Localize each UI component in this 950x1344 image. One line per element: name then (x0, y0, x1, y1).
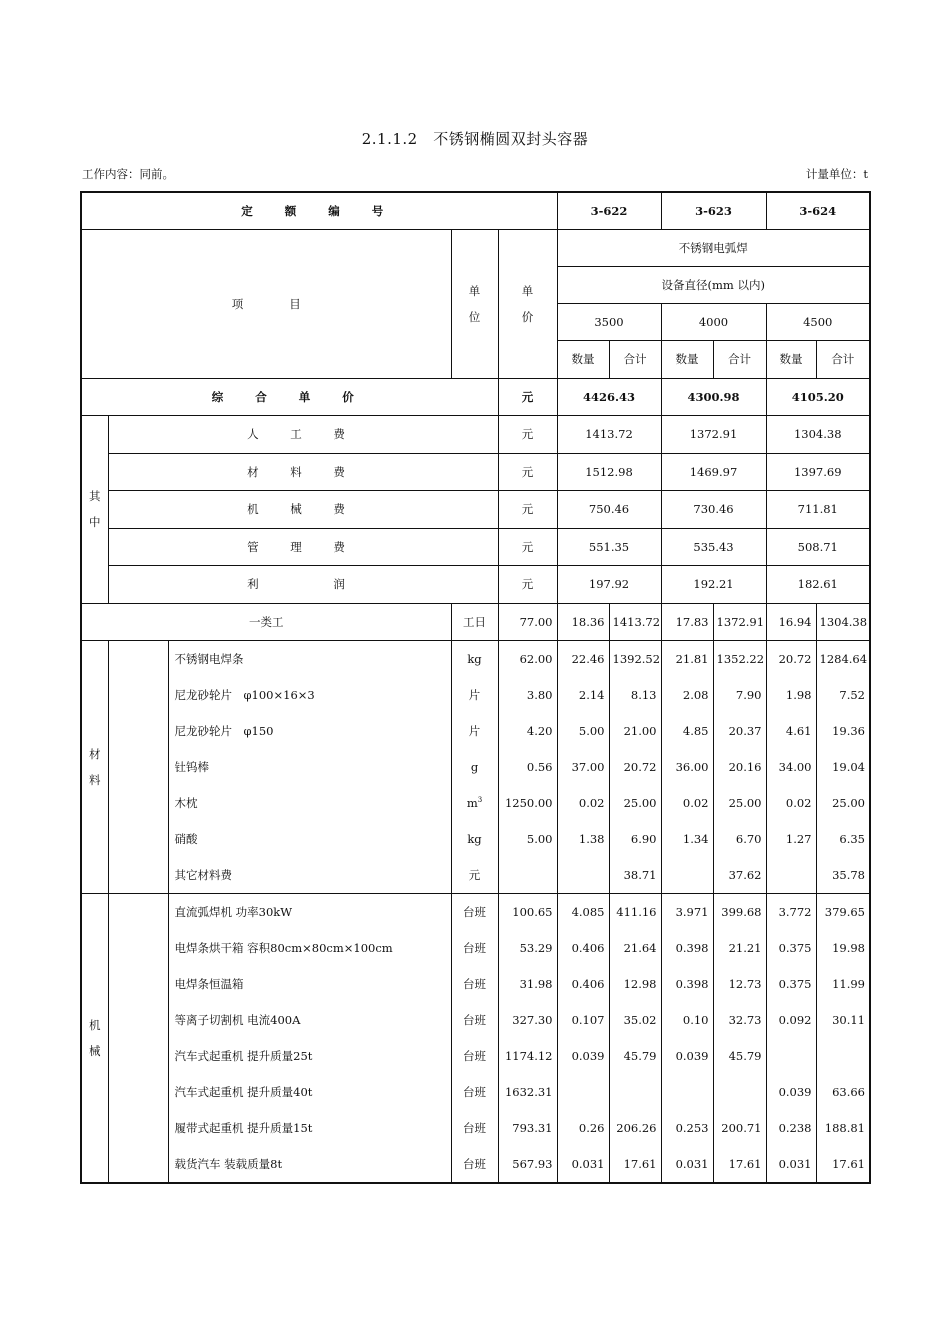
machinery-subgroup (108, 894, 168, 1184)
labor-cell: 16.94 (766, 603, 816, 641)
machinery-price: 327.30 (498, 1002, 557, 1038)
materials-cell: 2.08 (661, 677, 713, 713)
materials-cell: 0.02 (766, 785, 816, 821)
machinery-name: 电焊条恒温箱 (168, 966, 451, 1002)
machinery-row (81, 1110, 870, 1146)
materials-row (81, 641, 870, 678)
machinery-price: 1174.12 (498, 1038, 557, 1074)
breakdown-label: 机 械 费 (108, 491, 498, 529)
materials-unit: g (451, 749, 498, 785)
machinery-cell: 3.971 (661, 894, 713, 931)
materials-price: 3.80 (498, 677, 557, 713)
machinery-cell: 200.71 (713, 1110, 766, 1146)
page-title: 2.1.1.2 不锈钢椭圆双封头容器 (361, 130, 589, 148)
materials-cell: 1.38 (557, 821, 609, 857)
machinery-cell (661, 1074, 713, 1110)
breakdown-row (81, 453, 870, 491)
materials-cell: 8.13 (609, 677, 661, 713)
quota-no: 3-624 (766, 192, 870, 230)
summary-value: 4426.43 (557, 378, 661, 416)
total-header: 合计 (713, 341, 766, 379)
machinery-cell: 11.99 (816, 966, 870, 1002)
materials-unit: 片 (451, 713, 498, 749)
breakdown-unit: 元 (498, 528, 557, 566)
breakdown-value: 750.46 (557, 491, 661, 529)
breakdown-row (81, 528, 870, 566)
machinery-row (81, 1038, 870, 1074)
machinery-cell: 0.092 (766, 1002, 816, 1038)
machinery-cell: 35.02 (609, 1002, 661, 1038)
machinery-cell: 0.031 (766, 1146, 816, 1183)
materials-price (498, 857, 557, 894)
labor-cell: 1304.38 (816, 603, 870, 641)
summary-value: 4300.98 (661, 378, 766, 416)
breakdown-value: 711.81 (766, 491, 870, 529)
machinery-unit: 台班 (451, 1038, 498, 1074)
machinery-cell: 0.26 (557, 1110, 609, 1146)
machinery-cell: 0.398 (661, 966, 713, 1002)
unit-header: 单 位 (451, 230, 498, 379)
machinery-cell: 0.039 (766, 1074, 816, 1110)
materials-cell: 36.00 (661, 749, 713, 785)
breakdown-value: 508.71 (766, 528, 870, 566)
materials-cell: 21.00 (609, 713, 661, 749)
diameter-value: 3500 (557, 304, 661, 341)
machinery-cell: 188.81 (816, 1110, 870, 1146)
machinery-cell: 17.61 (609, 1146, 661, 1183)
quota-table (80, 191, 871, 1184)
materials-cell: 20.72 (609, 749, 661, 785)
machinery-cell: 0.375 (766, 930, 816, 966)
materials-price: 4.20 (498, 713, 557, 749)
machinery-row (81, 894, 870, 931)
materials-cell: 37.00 (557, 749, 609, 785)
machinery-unit: 台班 (451, 930, 498, 966)
breakdown-label: 管 理 费 (108, 528, 498, 566)
materials-unit: kg (451, 821, 498, 857)
materials-name: 木枕 (168, 785, 451, 821)
summary-value: 4105.20 (766, 378, 870, 416)
machinery-cell (609, 1074, 661, 1110)
labor-row (81, 603, 870, 641)
price-header: 单 价 (498, 230, 557, 379)
materials-name: 钍钨棒 (168, 749, 451, 785)
materials-cell (557, 857, 609, 894)
materials-group-label: 材 料 (81, 641, 108, 894)
machinery-name: 等离子切割机 电流400A (168, 1002, 451, 1038)
quota-no: 3-623 (661, 192, 766, 230)
machinery-cell: 63.66 (816, 1074, 870, 1110)
machinery-cell: 0.031 (557, 1146, 609, 1183)
machinery-cell: 19.98 (816, 930, 870, 966)
materials-cell: 35.78 (816, 857, 870, 894)
machinery-unit: 台班 (451, 966, 498, 1002)
materials-cell: 25.00 (816, 785, 870, 821)
quota-no: 3-622 (557, 192, 661, 230)
materials-cell: 34.00 (766, 749, 816, 785)
breakdown-label: 材 料 费 (108, 453, 498, 491)
diameter-header: 设备直径(mm 以内) (557, 267, 870, 304)
materials-cell: 7.90 (713, 677, 766, 713)
machinery-cell: 32.73 (713, 1002, 766, 1038)
machinery-price: 53.29 (498, 930, 557, 966)
labor-cell: 1372.91 (713, 603, 766, 641)
total-header: 合计 (816, 341, 870, 379)
materials-cell: 20.16 (713, 749, 766, 785)
machinery-cell: 0.039 (557, 1038, 609, 1074)
breakdown-value: 1469.97 (661, 453, 766, 491)
breakdown-value: 182.61 (766, 566, 870, 604)
qty-header: 数量 (766, 341, 816, 379)
materials-cell: 7.52 (816, 677, 870, 713)
machinery-name: 履带式起重机 提升质量15t (168, 1110, 451, 1146)
quota-no-label: 定 额 编 号 (81, 192, 557, 230)
materials-cell: 19.36 (816, 713, 870, 749)
machinery-cell: 45.79 (609, 1038, 661, 1074)
materials-row (81, 785, 870, 821)
machinery-cell: 4.085 (557, 894, 609, 931)
machinery-name: 载货汽车 装载质量8t (168, 1146, 451, 1183)
breakdown-unit: 元 (498, 491, 557, 529)
machinery-cell: 12.73 (713, 966, 766, 1002)
materials-cell: 1.98 (766, 677, 816, 713)
materials-cell: 6.70 (713, 821, 766, 857)
breakdown-value: 1372.91 (661, 416, 766, 454)
diameter-value: 4000 (661, 304, 766, 341)
machinery-unit: 台班 (451, 1110, 498, 1146)
machinery-cell: 0.031 (661, 1146, 713, 1183)
machinery-name: 汽车式起重机 提升质量25t (168, 1038, 451, 1074)
machinery-cell (713, 1074, 766, 1110)
materials-cell: 1.34 (661, 821, 713, 857)
materials-cell: 25.00 (713, 785, 766, 821)
materials-cell: 4.85 (661, 713, 713, 749)
machinery-cell: 0.107 (557, 1002, 609, 1038)
machinery-cell: 21.64 (609, 930, 661, 966)
breakdown-value: 197.92 (557, 566, 661, 604)
materials-cell: 6.90 (609, 821, 661, 857)
materials-unit: 元 (451, 857, 498, 894)
breakdown-value: 535.43 (661, 528, 766, 566)
materials-row (81, 821, 870, 857)
qty-header: 数量 (661, 341, 713, 379)
breakdown-row (81, 566, 870, 604)
materials-cell: 20.72 (766, 641, 816, 678)
breakdown-value: 1512.98 (557, 453, 661, 491)
breakdown-row (81, 491, 870, 529)
machinery-cell: 399.68 (713, 894, 766, 931)
materials-name: 不锈钢电焊条 (168, 641, 451, 678)
machinery-row (81, 1074, 870, 1110)
machinery-price: 100.65 (498, 894, 557, 931)
machinery-row (81, 1146, 870, 1183)
qty-header: 数量 (557, 341, 609, 379)
materials-unit: kg (451, 641, 498, 678)
materials-unit: $m^3$ (451, 785, 498, 821)
machinery-unit: 台班 (451, 1074, 498, 1110)
materials-row (81, 713, 870, 749)
materials-cell: 21.81 (661, 641, 713, 678)
machinery-cell: 0.10 (661, 1002, 713, 1038)
machinery-cell: 12.98 (609, 966, 661, 1002)
materials-cell: 1352.22 (713, 641, 766, 678)
materials-price: 62.00 (498, 641, 557, 678)
summary-unit: 元 (498, 378, 557, 416)
machinery-cell: 0.406 (557, 966, 609, 1002)
materials-cell: 37.62 (713, 857, 766, 894)
materials-cell: 2.14 (557, 677, 609, 713)
breakdown-label: 人 工 费 (108, 416, 498, 454)
breakdown-value: 1397.69 (766, 453, 870, 491)
breakdown-unit: 元 (498, 566, 557, 604)
machinery-cell: 0.253 (661, 1110, 713, 1146)
materials-price: 0.56 (498, 749, 557, 785)
machinery-cell: 411.16 (609, 894, 661, 931)
breakdown-unit: 元 (498, 416, 557, 454)
labor-unit: 工日 (451, 603, 498, 641)
diameter-value: 4500 (766, 304, 870, 341)
machinery-cell: 0.238 (766, 1110, 816, 1146)
machinery-name: 电焊条烘干箱 容积80cm×80cm×100cm (168, 930, 451, 966)
materials-price: 5.00 (498, 821, 557, 857)
materials-unit: 片 (451, 677, 498, 713)
machinery-cell: 206.26 (609, 1110, 661, 1146)
machinery-price: 793.31 (498, 1110, 557, 1146)
machinery-cell: 17.61 (713, 1146, 766, 1183)
method-header: 不锈钢电弧焊 (557, 230, 870, 267)
breakdown-value: 730.46 (661, 491, 766, 529)
materials-cell: 19.04 (816, 749, 870, 785)
materials-cell (766, 857, 816, 894)
machinery-name: 直流弧焊机 功率30kW (168, 894, 451, 931)
breakdown-unit: 元 (498, 453, 557, 491)
breakdown-row (81, 416, 870, 454)
materials-name: 尼龙砂轮片 φ100×16×3 (168, 677, 451, 713)
labor-label: 一类工 (81, 603, 451, 641)
machinery-unit: 台班 (451, 894, 498, 931)
machinery-cell: 0.398 (661, 930, 713, 966)
machinery-price: 1632.31 (498, 1074, 557, 1110)
machinery-cell (766, 1038, 816, 1074)
unit-note: 计量单位：t (805, 167, 868, 181)
materials-price: 1250.00 (498, 785, 557, 821)
materials-cell: 1.27 (766, 821, 816, 857)
materials-row (81, 677, 870, 713)
materials-cell: 20.37 (713, 713, 766, 749)
materials-cell: 1392.52 (609, 641, 661, 678)
machinery-row (81, 930, 870, 966)
machinery-group-label: 机 械 (81, 894, 108, 1184)
breakdown-value: 1413.72 (557, 416, 661, 454)
machinery-cell: 0.406 (557, 930, 609, 966)
machinery-name: 汽车式起重机 提升质量40t (168, 1074, 451, 1110)
materials-name: 硝酸 (168, 821, 451, 857)
machinery-cell: 45.79 (713, 1038, 766, 1074)
labor-cell: 17.83 (661, 603, 713, 641)
machinery-price: 31.98 (498, 966, 557, 1002)
machinery-unit: 台班 (451, 1002, 498, 1038)
machinery-row (81, 966, 870, 1002)
machinery-cell: 0.039 (661, 1038, 713, 1074)
item-header: 项 目 (81, 230, 451, 379)
materials-cell: 4.61 (766, 713, 816, 749)
breakdown-value: 1304.38 (766, 416, 870, 454)
machinery-row (81, 1002, 870, 1038)
machinery-cell: 379.65 (816, 894, 870, 931)
machinery-cell: 3.772 (766, 894, 816, 931)
materials-cell: 0.02 (557, 785, 609, 821)
materials-name: 尼龙砂轮片 φ150 (168, 713, 451, 749)
machinery-cell (557, 1074, 609, 1110)
breakdown-value: 192.21 (661, 566, 766, 604)
machinery-price: 567.93 (498, 1146, 557, 1183)
work-content: 工作内容：同前。 (82, 167, 174, 181)
materials-cell: 5.00 (557, 713, 609, 749)
materials-row (81, 857, 870, 894)
summary-label: 综 合 单 价 (81, 378, 498, 416)
breakdown-label: 利 润 (108, 566, 498, 604)
materials-cell: 22.46 (557, 641, 609, 678)
machinery-cell: 21.21 (713, 930, 766, 966)
labor-price: 77.00 (498, 603, 557, 641)
labor-cell: 1413.72 (609, 603, 661, 641)
materials-cell: 1284.64 (816, 641, 870, 678)
machinery-cell: 0.375 (766, 966, 816, 1002)
materials-cell: 6.35 (816, 821, 870, 857)
machinery-unit: 台班 (451, 1146, 498, 1183)
total-header: 合计 (609, 341, 661, 379)
machinery-cell: 30.11 (816, 1002, 870, 1038)
breakdown-value: 551.35 (557, 528, 661, 566)
materials-cell: 38.71 (609, 857, 661, 894)
machinery-cell (816, 1038, 870, 1074)
machinery-cell: 17.61 (816, 1146, 870, 1183)
materials-cell: 0.02 (661, 785, 713, 821)
materials-subgroup (108, 641, 168, 894)
breakdown-group-label: 其 中 (81, 416, 108, 604)
materials-cell: 25.00 (609, 785, 661, 821)
materials-name: 其它材料费 (168, 857, 451, 894)
labor-cell: 18.36 (557, 603, 609, 641)
materials-row (81, 749, 870, 785)
materials-cell (661, 857, 713, 894)
